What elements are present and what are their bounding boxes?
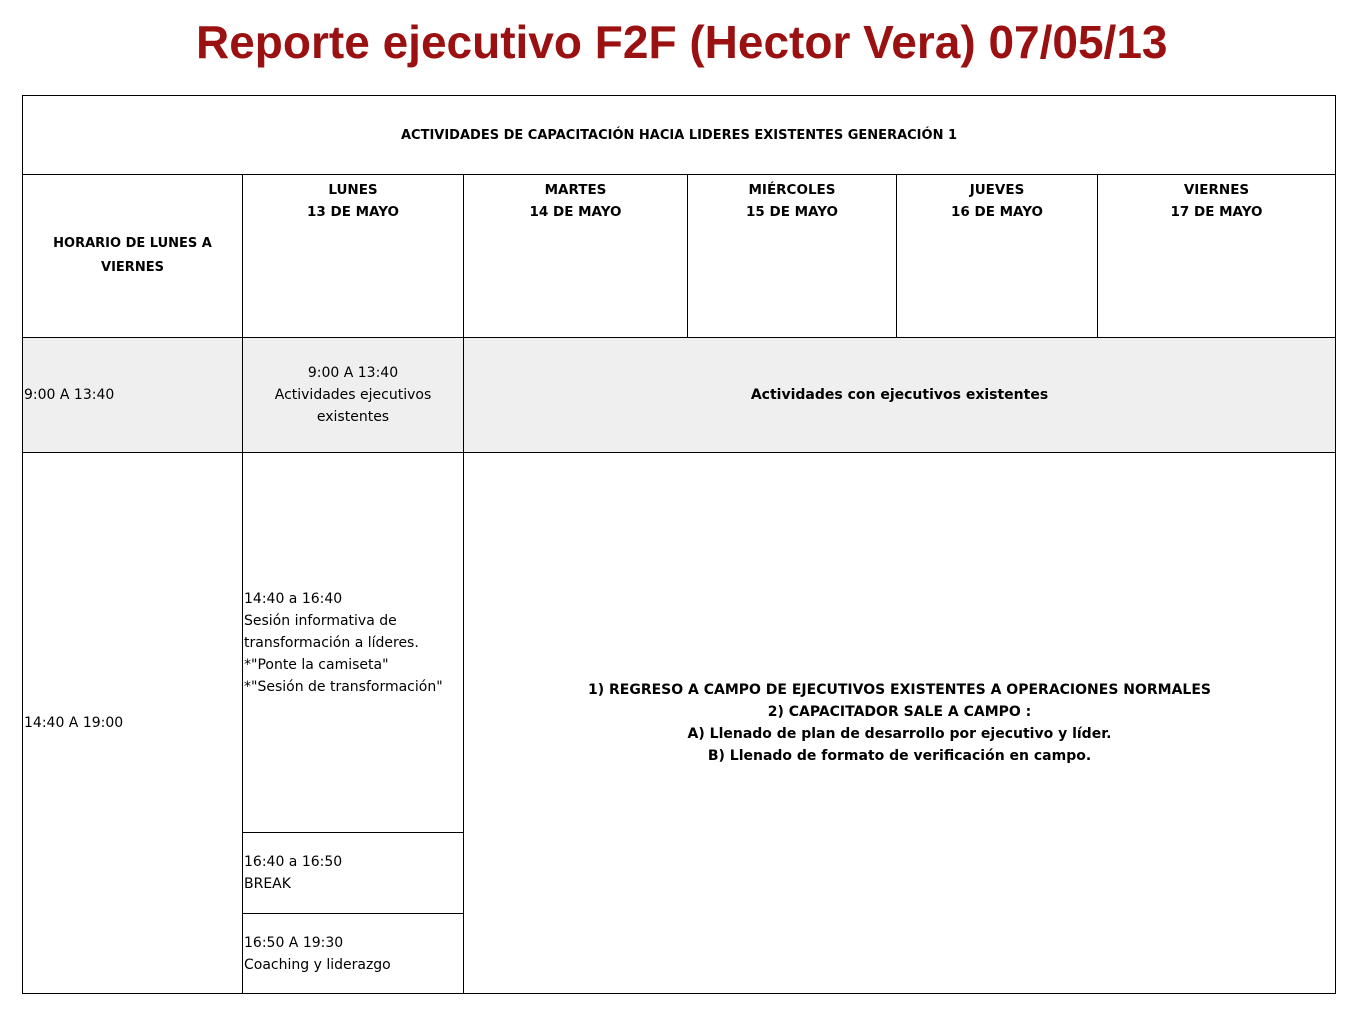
day-header-friday [1098,175,1336,338]
schedule-header: HORARIO DE LUNES A VIERNES [23,175,243,338]
day-name: VIERNES [1183,182,1250,198]
day-date: 15 DE MAYO [746,204,838,220]
day-name: MARTES [544,182,607,198]
block-line: transformación a líderes. [244,634,419,651]
block-time: 14:40 a 16:40 [244,590,343,607]
morning-rest-activity: Actividades con ejecutivos existentes [464,338,1336,453]
page-title: Reporte ejecutivo F2F (Hector Vera) 07/05/13 [196,16,1168,68]
day-header-tuesday [464,175,688,338]
day-date: 14 DE MAYO [529,204,622,220]
day-name: MIÉRCOLES [748,182,836,198]
activity-line: 2) CAPACITADOR SALE A CAMPO : [767,704,1032,720]
section-title: ACTIVIDADES DE CAPACITACIÓN HACIA LIDERES EXISTENTES GENERACIÓN 1 [23,96,1336,175]
afternoon-block-3 [243,914,464,994]
day-name: LUNES [328,182,378,198]
day-header-monday [243,175,464,338]
day-header-wednesday [688,175,897,338]
day-date: 17 DE MAYO [1170,204,1263,220]
afternoon-time: 14:40 A 19:00 [23,453,243,994]
block-time: 16:40 a 16:50 [244,854,343,870]
activity-line: 1) REGRESO A CAMPO DE EJECUTIVOS EXISTENTES A OPERACIONES NORMALES [587,682,1212,698]
block-line: Coaching y liderazgo [244,956,391,973]
day-header-thursday [897,175,1098,338]
block-line: *"Sesión de transformación" [244,678,443,695]
morning-monday-cell [243,338,464,453]
afternoon-block-1 [243,453,464,833]
schedule-table [22,95,1336,994]
morning-monday-activity: Actividades ejecutivos existentes [274,387,432,425]
afternoon-rest-activity [464,453,1336,994]
day-date: 16 DE MAYO [951,204,1043,220]
afternoon-block-2 [243,833,464,914]
day-date: 13 DE MAYO [307,204,399,220]
block-line: Sesión informativa de [244,612,397,629]
activity-line: A) Llenado de plan de desarrollo por ejecutivo y líder. [687,726,1112,742]
block-line: *"Ponte la camiseta" [244,656,389,673]
activity-line: B) Llenado de formato de verificación en campo. [707,748,1092,764]
block-line: BREAK [244,876,291,892]
day-name: JUEVES [969,182,1025,198]
morning-time: 9:00 A 13:40 [23,338,243,453]
block-time: 16:50 A 19:30 [244,934,344,951]
morning-monday-time: 9:00 A 13:40 [307,365,399,381]
